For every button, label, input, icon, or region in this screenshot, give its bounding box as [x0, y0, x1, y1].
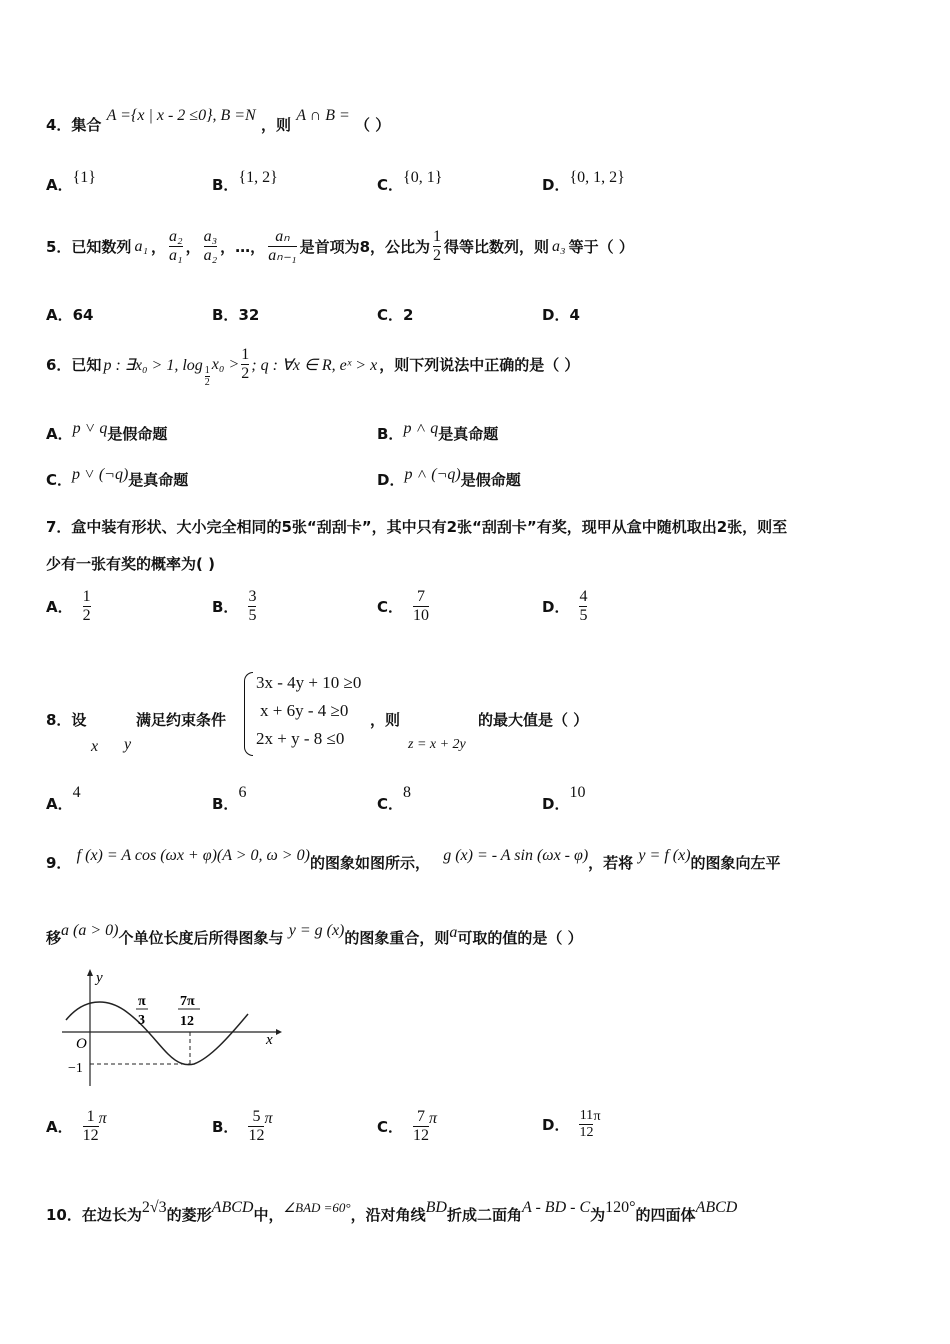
- q9-number: 9．: [46, 854, 72, 872]
- q9-l2c: 的图象重合，则: [344, 929, 450, 947]
- q5-number: 5．已知数列: [46, 238, 132, 257]
- q7-option-c: C． $\frac{7}{10}$: [377, 588, 430, 625]
- q4-option-c: [377, 169, 443, 195]
- option-value: {1}: [72, 169, 96, 186]
- q5-tail: 得等比数列，则: [444, 238, 550, 257]
- constraint-1: 3x - 4y + 10 ≥0: [256, 673, 362, 692]
- q8-z: z = x + 2y: [408, 737, 466, 752]
- q8-number: 8．设: [46, 711, 87, 729]
- q9-option-b: B． $\frac{5}{12}$ π: [212, 1108, 273, 1145]
- q5-frac1: $\frac{\text{a₂}}{\text{a₁}}$: [169, 228, 183, 265]
- q4-option-d: [542, 169, 625, 195]
- q9-g: g (x) = - A sin (ωx - φ): [443, 847, 589, 864]
- q5-a3: a₃: [552, 237, 566, 255]
- q10-angle: ∠BAD =60°: [283, 1200, 351, 1215]
- constraint-3: 2x + y - 8 ≤0: [256, 729, 345, 748]
- q9-yg: y = g (x): [288, 922, 345, 939]
- q10-deg: 120°: [605, 1199, 636, 1216]
- curve: [66, 1002, 248, 1065]
- q8-option-d: D．10: [542, 784, 586, 813]
- q4-sets: A ={x | x - 2 ≤0}, B =N: [106, 107, 256, 124]
- pi3-den: 3: [138, 1013, 145, 1028]
- q9-t3: 的图象向左平: [690, 854, 781, 872]
- x-axis-arrow: [276, 1029, 282, 1035]
- q10-t6: 的四面体: [635, 1206, 696, 1224]
- q8-option-c: C．8: [377, 784, 412, 813]
- q10-t5: 为: [590, 1206, 606, 1224]
- option-letter: A．: [46, 176, 73, 194]
- q5-option-b: B．32: [212, 306, 260, 324]
- q9-option-c: C． $\frac{7}{12}$ π: [377, 1108, 438, 1145]
- question-5: 5．已知数列 a₁ ， $\frac{\text{a₂}}{\text{a₁}}$ ， $\frac{\text{a₃}}{\text{a₂}}$ ，…， $\frac{\text{aₙ}}{\text{aₙ₋₁}}$ 是首项为8，公比为 $\frac{1}{2}$ 得等比数列，则 a₃ 等于（ ）: [46, 228, 634, 265]
- q4-option-b: [212, 169, 278, 195]
- q10-t3: ，沿对角线: [350, 1206, 426, 1224]
- q5-a1: a₁: [134, 237, 149, 255]
- q5-end: 等于（ ）: [568, 238, 634, 257]
- q10-side: 2√3: [141, 1199, 167, 1216]
- question-10: [46, 1199, 738, 1225]
- q4-expr: A ∩ B =: [296, 107, 350, 124]
- q10-number: 10．在边长为: [46, 1206, 142, 1224]
- q10-abcd: ABCD: [211, 1199, 254, 1216]
- cosine-graph: [44, 968, 284, 1090]
- origin-label: O: [76, 1036, 87, 1052]
- q4-number: 4．集合: [46, 116, 102, 134]
- q8-brace: [244, 672, 253, 756]
- q8-option-a: A．4: [46, 784, 81, 813]
- y-label: y: [96, 970, 103, 986]
- question-9-line2: [46, 922, 583, 948]
- q9-option-a: A． $\frac{1}{12}$ π: [46, 1108, 107, 1145]
- question-4: [46, 107, 391, 135]
- q10-t2: 中，: [253, 1206, 284, 1224]
- q8-tail: 的最大值是（ ）: [478, 711, 589, 729]
- q6-option-a: A．p ˅ q是假命题: [46, 420, 168, 443]
- option-value: {1, 2}: [238, 169, 278, 186]
- option-letter: B．: [212, 176, 239, 194]
- q6-number: 6．已知: [46, 356, 102, 375]
- minus-one-label: −1: [68, 1061, 83, 1076]
- q9-option-d: D． $\frac{11}{12}$ π: [542, 1108, 601, 1141]
- q8-option-b: B．6: [212, 784, 247, 813]
- q9-a: a (a > 0): [61, 922, 119, 939]
- q9-l2d: 可取的值的是（ ）: [457, 929, 583, 947]
- seven-pi-den: 12: [180, 1014, 194, 1029]
- q8-mid: 满足约束条件: [136, 711, 227, 729]
- q9-yf: y = f (x): [638, 847, 691, 864]
- q5-ratio: $\frac{1}{2}$: [433, 228, 442, 265]
- q9-f: f (x) = A cos (ωx + φ)(A > 0, ω > 0): [76, 847, 310, 864]
- seven-pi-num: 7π: [180, 994, 195, 1009]
- option-value: {0, 1}: [403, 169, 443, 186]
- q7-line2: 少有一张有奖的概率为( ): [46, 555, 215, 573]
- q8-y: y: [124, 736, 132, 753]
- q8-then: ，则: [370, 711, 401, 729]
- q10-dihedral: A - BD - C: [521, 1199, 591, 1216]
- pi3-num: π: [138, 994, 146, 1009]
- question-9-line1: [46, 847, 781, 873]
- option-letter: D．: [542, 176, 570, 194]
- q4-then: ，则: [260, 116, 291, 134]
- q7-line1: 7．盒中装有形状、大小完全相同的5张“刮刮卡”，其中只有2张“刮刮卡”有奖，现甲从盒中随机取出2张，则至: [46, 518, 788, 536]
- q8-constraints: [256, 669, 361, 753]
- q6-p2: x₀ >: [211, 355, 240, 373]
- q10-t1: 的菱形: [166, 1206, 212, 1224]
- q9-l2a: 移: [46, 929, 62, 947]
- q5-frac2: $\frac{\text{a₃}}{\text{a₂}}$: [203, 228, 218, 265]
- q5-frac3: $\frac{\text{aₙ}}{\text{aₙ₋₁}}$: [268, 228, 297, 265]
- question-6: [46, 346, 580, 389]
- q6-half: $\frac{1}{2}$: [241, 346, 250, 383]
- y-axis-arrow: [87, 969, 93, 976]
- q9-a2: a: [449, 924, 458, 941]
- constraint-2: x + 6y - 4 ≥0: [260, 701, 349, 720]
- q6-tail: ，则下列说法中正确的是（ ）: [379, 356, 580, 375]
- q4-option-a: [46, 169, 96, 195]
- q8-x: x: [91, 738, 99, 755]
- q5-option-d: D．4: [542, 306, 580, 324]
- option-letter: C．: [377, 176, 404, 194]
- q5-mid: 是首项为8，公比为: [299, 238, 431, 257]
- q7-option-d: D． $\frac{4}{5}$: [542, 588, 588, 625]
- q6-option-b: B．p ˄ q是真命题: [377, 420, 499, 443]
- q10-abcd2: ABCD: [695, 1199, 738, 1216]
- q6-p: p : ∃x₀ > 1, log: [103, 356, 203, 374]
- q6-option-c: C．p ˅ (¬q)是真命题: [46, 466, 189, 489]
- q7-option-b: B． $\frac{3}{5}$: [212, 588, 257, 625]
- q10-t4: 折成二面角: [446, 1206, 522, 1224]
- q6-q: ; q : ∀x ∈ R, eˣ > x: [251, 356, 378, 374]
- option-value: {0, 1, 2}: [569, 169, 625, 186]
- q5-ellipsis: ，…，: [220, 238, 266, 257]
- x-label: x: [266, 1032, 273, 1048]
- q6-option-d: D．p ˄ (¬q)是假命题: [377, 466, 521, 489]
- q5-option-c: C．2: [377, 306, 414, 324]
- q9-t1: 的图象如图所示，: [309, 854, 430, 872]
- q9-l2b: 个单位长度后所得图象与: [118, 929, 284, 947]
- q6-log-base: $\frac{1}{2}$: [204, 364, 210, 389]
- q4-blank: （ ）: [355, 116, 391, 134]
- q10-bd: BD: [425, 1199, 447, 1216]
- q7-option-a: A． $\frac{1}{2}$: [46, 588, 91, 625]
- q5-option-a: A．64: [46, 306, 94, 324]
- q9-t2: ，若将: [588, 854, 634, 872]
